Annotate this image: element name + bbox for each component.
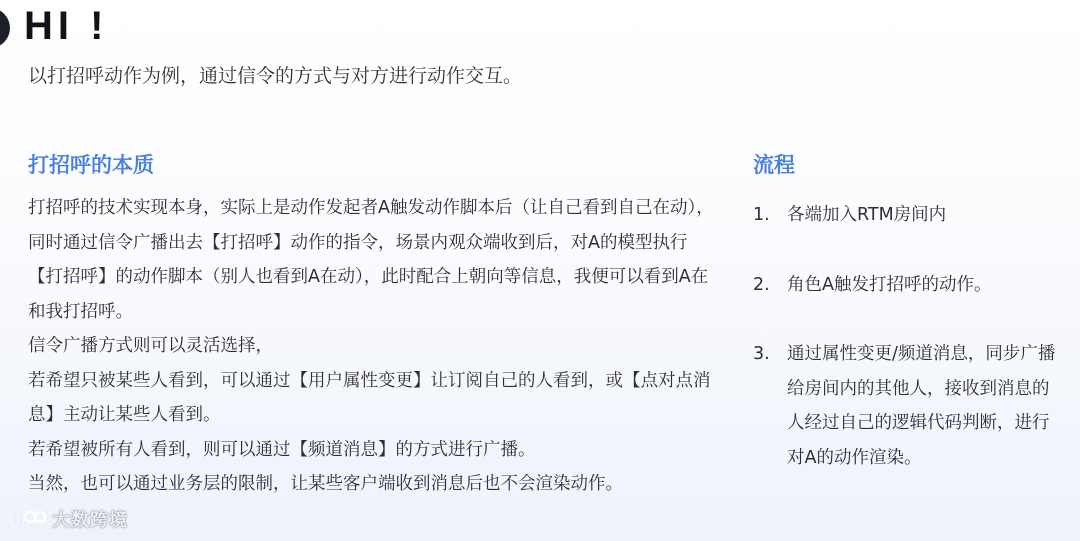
process-step (753, 198, 1063, 233)
paragraph: 若希望只被某些人看到，可以通过【用户属性变更】让订阅自己的人看到，或【点对点消息】主动让某些人看到。 (28, 370, 711, 425)
paragraph: 若希望被所有人看到，则可以通过【频道消息】的方式进行广播。 (28, 439, 536, 460)
paragraph: 打招呼的技术实现本身，实际上是动作发起者A触发动作脚本后（让自己看到自己在动），同时通过信令广播出去【打招呼】动作的指令，场景内观众端收到后，对A的模型执行【打招呼】的动作脚本（别人也看到A在动），此时配合上朝向等信息，我便可以看到A在和我打招呼。 (28, 198, 714, 322)
greeting-essence-body (28, 191, 718, 502)
step-number: 2. (753, 275, 770, 295)
watermark-text: 大数跨境 (52, 510, 128, 531)
page-subtitle: 以打招呼动作为例，通过信令的方式与对方进行动作交互。 (28, 65, 523, 87)
paragraph: 当然，也可以通过业务层的限制，让某些客户端收到消息后也不会渲染动作。 (28, 474, 623, 494)
step-text: 角色A触发打招呼的动作。 (787, 275, 992, 295)
section-heading-greeting-essence: 打招呼的本质 (28, 153, 154, 177)
step-number: 1. (753, 205, 770, 225)
logo-icon (10, 508, 46, 530)
section-heading-process: 流程 (753, 153, 795, 177)
process-step (753, 268, 1063, 303)
watermark (10, 506, 128, 532)
step-text: 各端加入RTM房间内 (787, 205, 947, 225)
paragraph: 信令广播方式则可以灵活选择， (28, 336, 273, 356)
process-step (753, 337, 1063, 475)
decorative-dot (0, 8, 10, 48)
page-title: HI ! (24, 4, 109, 48)
step-number: 3. (753, 344, 770, 364)
step-text: 通过属性变更/频道消息，同步广播给房间内的其他人，接收到消息的人经过自己的逻辑代码判断，进行对A的动作渲染。 (787, 344, 1056, 468)
